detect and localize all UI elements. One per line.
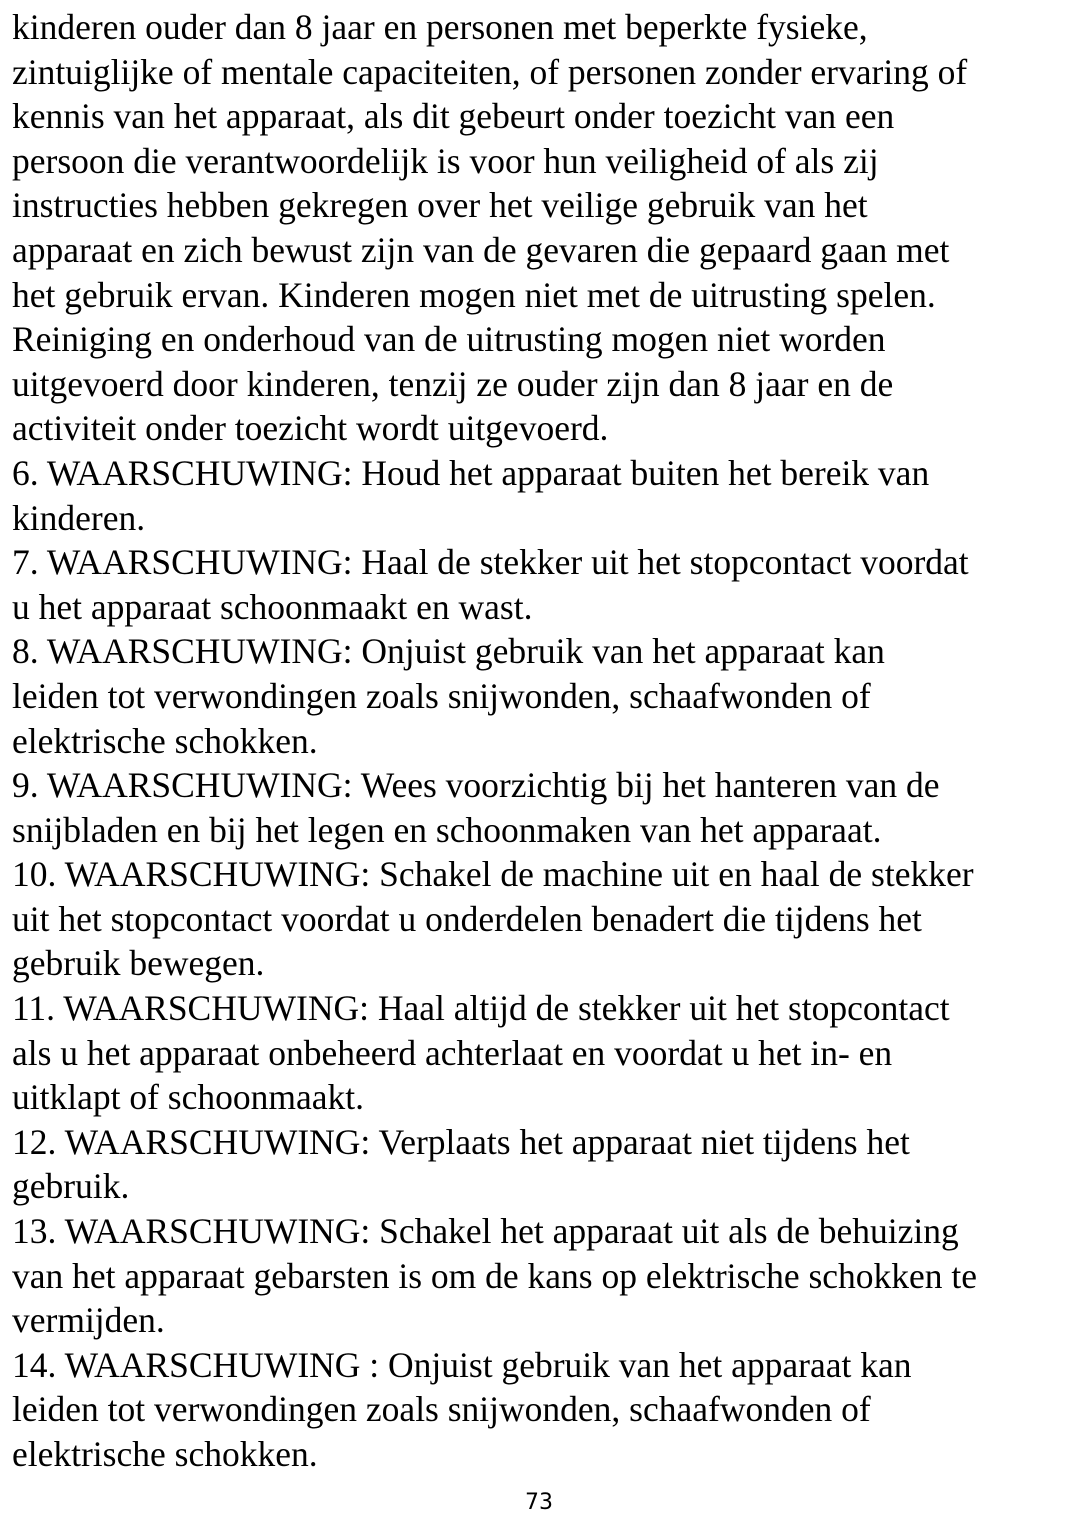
warning-14-line: leiden tot verwondingen zoals snijwonden, schaafwonden of bbox=[12, 1389, 871, 1430]
warning-9-line: snijbladen en bij het legen en schoonmaken van het apparaat. bbox=[12, 809, 882, 850]
text-line: persoon die verantwoordelijk is voor hun veiligheid of als zij bbox=[12, 140, 879, 181]
warning-8-line: leiden tot verwondingen zoals snijwonden, schaafwonden of bbox=[12, 675, 871, 716]
warning-10-line: uit het stopcontact voordat u onderdelen benadert die tijdens het bbox=[12, 898, 922, 939]
warning-11-line: 11. WAARSCHUWING: Haal altijd de stekker uit het stopcontact bbox=[12, 988, 950, 1029]
warning-12-line: 12. WAARSCHUWING: Verplaats het apparaat niet tijdens het bbox=[12, 1121, 910, 1162]
text-line: kennis van het apparaat, als dit gebeurt onder toezicht van een bbox=[12, 96, 895, 137]
text-line: activiteit onder toezicht wordt uitgevoerd. bbox=[12, 408, 609, 449]
warning-14-line: elektrische schokken. bbox=[12, 1434, 318, 1474]
text-line: het gebruik ervan. Kinderen mogen niet met de uitrusting spelen. bbox=[12, 274, 936, 315]
text-line: uitgevoerd door kinderen, tenzij ze ouder zijn dan 8 jaar en de bbox=[12, 363, 894, 404]
warning-6-line: 6. WAARSCHUWING: Houd het apparaat buiten het bereik van bbox=[12, 452, 930, 493]
warning-8-line: elektrische schokken. bbox=[12, 720, 318, 761]
warning-13-line: 13. WAARSCHUWING: Schakel het apparaat uit als de behuizing bbox=[12, 1211, 959, 1252]
warning-8-line: 8. WAARSCHUWING: Onjuist gebruik van het apparaat kan bbox=[12, 631, 885, 672]
text-line: Reiniging en onderhoud van de uitrusting mogen niet worden bbox=[12, 319, 886, 360]
warning-11-line: uitklapt of schoonmaakt. bbox=[12, 1077, 364, 1118]
warning-10-line: 10. WAARSCHUWING: Schakel de machine uit en haal de stekker bbox=[12, 854, 974, 895]
warning-7-line: u het apparaat schoonmaakt en wast. bbox=[12, 586, 533, 627]
warning-13-line: van het apparaat gebarsten is om de kans op elektrische schokken te bbox=[12, 1255, 978, 1296]
warning-11-line: als u het apparaat onbeheerd achterlaat en voordat u het in- en bbox=[12, 1032, 893, 1073]
text-line: zintuiglijke of mentale capaciteiten, of personen zonder ervaring of bbox=[12, 51, 968, 92]
warning-10-line: gebruik bewegen. bbox=[12, 943, 265, 984]
warning-6-line: kinderen. bbox=[12, 497, 146, 538]
warning-9-line: 9. WAARSCHUWING: Wees voorzichtig bij het hanteren van de bbox=[12, 765, 940, 806]
warning-14-line: 14. WAARSCHUWING : Onjuist gebruik van het apparaat kan bbox=[12, 1344, 912, 1385]
warning-12-line: gebruik. bbox=[12, 1166, 130, 1207]
text-line: apparaat en zich bewust zijn van de gevaren die gepaard gaan met bbox=[12, 229, 950, 270]
text-line: kinderen ouder dan 8 jaar en personen met beperkte fysieke, bbox=[12, 7, 868, 47]
body-text bbox=[12, 5, 1074, 1477]
text-line: instructies hebben gekregen over het veilige gebruik van het bbox=[12, 185, 868, 226]
warning-7-line: 7. WAARSCHUWING: Haal de stekker uit het stopcontact voordat bbox=[12, 542, 969, 583]
page-number: 73 bbox=[525, 1490, 553, 1515]
warning-13-line: vermijden. bbox=[12, 1300, 165, 1341]
